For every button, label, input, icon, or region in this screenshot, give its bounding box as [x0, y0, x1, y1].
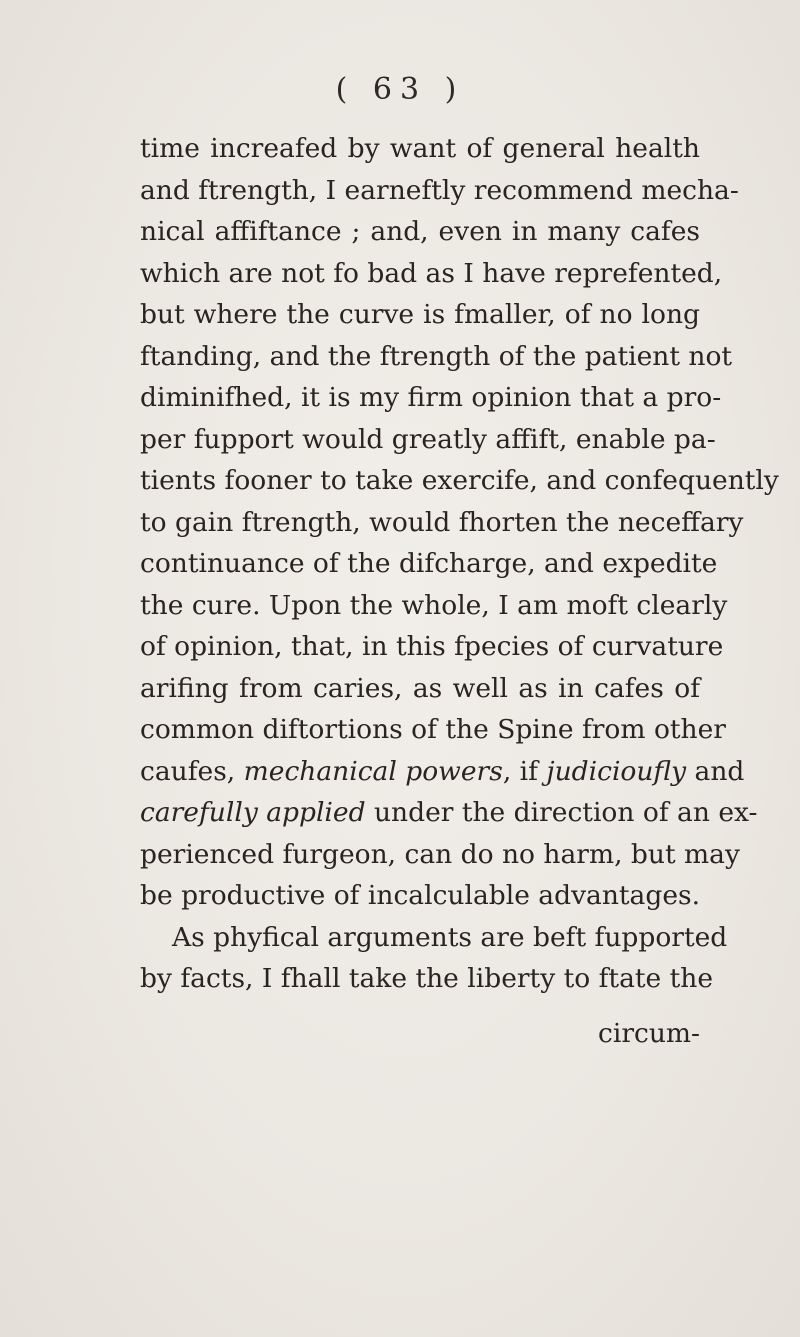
text-segment: but where the curve is fmaller, of no long [140, 299, 700, 330]
text-line [140, 668, 700, 710]
text-segment: under the direction of an ex- [365, 797, 758, 828]
text-line [140, 751, 745, 793]
text-line [140, 211, 700, 253]
text-segment: time increafed by want of general health [140, 133, 700, 164]
text-segment: arifing from caries, as well as in cafes of [140, 672, 700, 704]
italic-phrase: judicioufly [546, 755, 687, 787]
text-line [140, 460, 779, 502]
text-segment: continuance of the difcharge, and expedite [140, 548, 718, 579]
text-segment: per fupport would greatly affift, enable pa- [140, 423, 716, 455]
text-line [140, 253, 723, 295]
text-line [140, 502, 744, 544]
page-number-header: ( 63 ) [335, 72, 465, 107]
text-segment: As phyfical arguments are beft fupported [172, 921, 728, 953]
text-line [140, 958, 714, 1000]
text-segment: nical affiftance ; and, even in many cafes [140, 216, 700, 247]
text-line [140, 585, 728, 627]
catchword: circum- [598, 1018, 700, 1049]
text-segment: perienced furgeon, can do no harm, but may [140, 838, 740, 870]
text-line [140, 834, 740, 876]
text-segment: the cure. Upon the whole, I am moft clearly [140, 589, 728, 621]
text-segment: be productive of incalculable advantages. [140, 880, 701, 911]
text-segment: , if [502, 755, 547, 787]
text-line [140, 626, 724, 668]
text-segment: and [686, 755, 745, 787]
text-line [140, 543, 718, 585]
text-line [140, 875, 700, 917]
text-segment: tients fooner to take exercife, and confequently [140, 465, 779, 496]
text-line [140, 128, 700, 170]
text-line [140, 419, 716, 461]
italic-phrase: mechanical powers [243, 755, 503, 787]
text-segment: ftanding, and the ftrength of the patient not [140, 340, 733, 372]
italic-phrase: carefully applied [140, 797, 366, 828]
text-line [140, 792, 758, 834]
text-segment: diminifhed, it is my firm opinion that a pro- [140, 382, 722, 413]
text-line [140, 294, 700, 336]
text-line [140, 170, 739, 212]
text-segment: and ftrength, I earneftly recommend mecha- [140, 174, 739, 206]
text-line [140, 917, 728, 959]
text-segment: which are not fo bad as I have reprefented, [140, 257, 723, 289]
text-segment: by facts, I fhall take the liberty to ftate the [140, 963, 714, 994]
text-segment: common diftortions of the Spine from other [140, 714, 726, 745]
text-line [140, 377, 722, 419]
text-line [140, 336, 733, 378]
text-segment: of opinion, that, in this fpecies of curvature [140, 631, 724, 662]
text-line [140, 709, 726, 751]
page-body-text [140, 128, 779, 1000]
text-segment: caufes, [140, 755, 244, 787]
text-segment: to gain ftrength, would fhorten the neceffary [140, 506, 744, 538]
